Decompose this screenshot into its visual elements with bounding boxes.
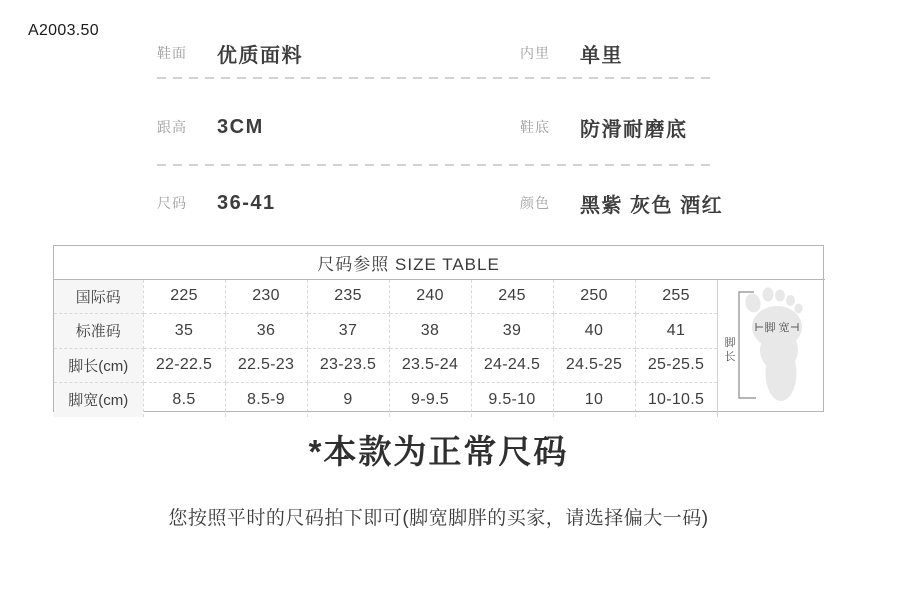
- svg-text:脚: 脚: [764, 321, 776, 334]
- spec-sole-label: 鞋底: [520, 119, 550, 135]
- foot-measure-diagram: [717, 279, 825, 417]
- size-note-subtitle: 您按照平时的尺码拍下即可(脚宽脚胖的买家，请选择偏大一码): [168, 508, 709, 529]
- spec-heel-label: 跟高: [157, 119, 187, 135]
- spec-upper-label: 鞋面: [157, 45, 187, 61]
- spec-lining-label: 内里: [520, 45, 550, 61]
- table-row-intl-code: [54, 279, 825, 314]
- cell: 40: [553, 314, 635, 349]
- cell: 23.5-24: [389, 348, 471, 383]
- spec-heel-value: 3CM: [217, 115, 264, 138]
- size-table: [53, 245, 824, 412]
- svg-text:长: 长: [724, 350, 736, 363]
- spec-colors-value: 黑紫 灰色 酒红: [580, 194, 724, 217]
- cell: 23-23.5: [307, 348, 389, 383]
- cell: 9.5-10: [471, 383, 553, 417]
- spec-colors: [520, 186, 723, 220]
- spec-sizes: [157, 186, 276, 220]
- cell: 9-9.5: [389, 383, 471, 417]
- spec-lining-value: 单里: [580, 44, 623, 67]
- spec-heel: [157, 110, 264, 144]
- cell: 41: [635, 314, 717, 349]
- cell: 255: [635, 279, 717, 314]
- cell: 24.5-25: [553, 348, 635, 383]
- cell: 35: [143, 314, 225, 349]
- cell: 230: [225, 279, 307, 314]
- sku-code: A2003.50: [28, 22, 99, 39]
- cell: 8.5-9: [225, 383, 307, 417]
- size-table-title: 尺码参照 SIZE TABLE: [54, 246, 825, 279]
- spec-divider-1: [157, 77, 717, 79]
- cell: 235: [307, 279, 389, 314]
- spec-sizes-value: 36-41: [217, 191, 276, 214]
- svg-text:宽: 宽: [778, 321, 790, 334]
- cell: 22.5-23: [225, 348, 307, 383]
- svg-text:脚: 脚: [724, 336, 736, 349]
- spec-lining: [520, 36, 623, 70]
- row-label-length: 脚长(cm): [54, 348, 143, 383]
- cell: 22-22.5: [143, 348, 225, 383]
- cell: 8.5: [143, 383, 225, 417]
- spec-colors-label: 颜色: [520, 195, 550, 211]
- cell: 250: [553, 279, 635, 314]
- cell: 225: [143, 279, 225, 314]
- cell: 38: [389, 314, 471, 349]
- footprint-icon: [718, 280, 824, 412]
- row-label-intl: 国际码: [54, 279, 143, 314]
- table-row-foot-width: [54, 383, 825, 417]
- cell: 39: [471, 314, 553, 349]
- spec-sole: [520, 110, 688, 144]
- cell: 36: [225, 314, 307, 349]
- spec-upper: [157, 36, 303, 70]
- cell: 10-10.5: [635, 383, 717, 417]
- table-row-std-code: [54, 314, 825, 349]
- spec-divider-2: [157, 164, 717, 166]
- cell: 37: [307, 314, 389, 349]
- size-note-title: *本款为正常尺码: [308, 433, 569, 470]
- cell: 9: [307, 383, 389, 417]
- cell: 240: [389, 279, 471, 314]
- cell: 10: [553, 383, 635, 417]
- cell: 25-25.5: [635, 348, 717, 383]
- cell: 24-24.5: [471, 348, 553, 383]
- cell: 245: [471, 279, 553, 314]
- spec-sizes-label: 尺码: [157, 195, 187, 211]
- table-row-foot-length: [54, 348, 825, 383]
- spec-upper-value: 优质面料: [217, 44, 303, 67]
- row-label-width: 脚宽(cm): [54, 383, 143, 417]
- spec-sole-value: 防滑耐磨底: [580, 118, 688, 141]
- row-label-std: 标准码: [54, 314, 143, 349]
- spec-list: [157, 0, 724, 240]
